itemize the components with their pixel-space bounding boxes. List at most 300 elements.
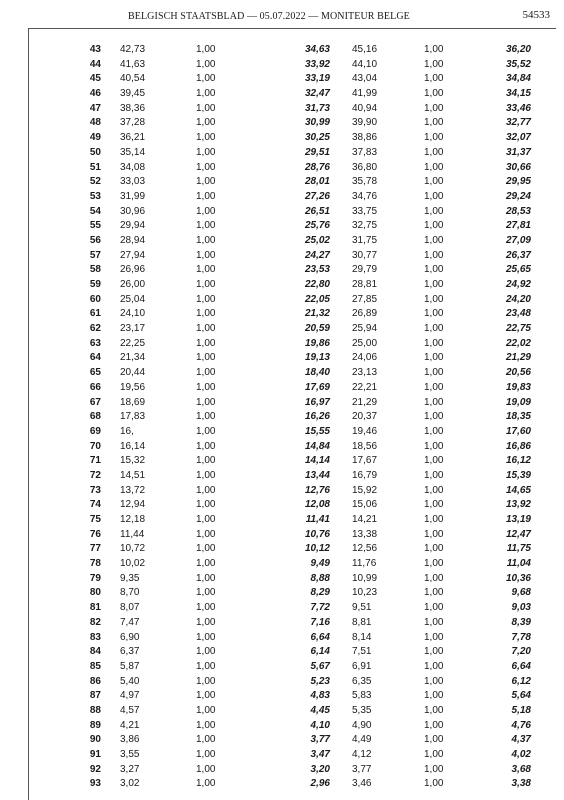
value-cell: 6,35 [352,675,372,687]
age-cell: 79 [89,572,101,584]
factor-cell: 1,00 [196,264,216,276]
data-table [0,43,564,792]
value-cell: 26,00 [120,279,146,290]
factor-cell: 1,00 [424,602,444,614]
result-cell: 33,46 [505,102,531,114]
result-cell: 8,29 [310,587,330,599]
age-cell: 45 [89,73,101,85]
result-cell: 10,12 [304,543,330,555]
age-cell: 85 [89,660,101,672]
age-cell: 50 [89,146,101,158]
result-cell: 24,27 [304,249,330,261]
age-cell: 55 [89,220,101,232]
factor-cell: 1,00 [196,249,216,261]
value-cell: 25,00 [352,337,378,349]
result-cell: 10,76 [304,528,330,540]
factor-cell: 1,00 [196,132,216,144]
value-cell: 42,73 [120,44,146,55]
factor-cell: 1,00 [196,514,216,525]
factor-cell: 1,00 [424,660,444,672]
factor-cell: 1,00 [196,146,216,158]
value-cell: 8,81 [352,616,372,628]
factor-cell: 1,00 [424,690,444,702]
result-cell: 23,48 [505,308,531,320]
age-cell: 52 [89,176,101,188]
result-cell: 16,26 [304,411,330,423]
age-cell: 88 [89,704,101,716]
factor-cell: 1,00 [196,396,216,408]
value-cell: 22,25 [120,337,146,349]
value-cell: 9,51 [352,602,372,614]
result-cell: 6,14 [310,646,330,658]
factor-cell: 1,00 [196,425,216,437]
value-cell: 4,49 [352,734,372,746]
age-cell: 44 [89,58,101,70]
table-row [0,425,564,440]
age-cell: 43 [89,44,101,55]
factor-cell: 1,00 [424,484,444,496]
value-cell: 25,04 [120,293,146,305]
value-cell: 3,46 [352,778,372,790]
value-cell: 30,77 [352,249,378,261]
factor-cell: 1,00 [424,763,444,775]
table-row [0,72,564,87]
table-row [0,601,564,616]
result-cell: 30,25 [304,132,330,144]
result-cell: 4,83 [310,690,330,702]
value-cell: 3,86 [120,734,140,746]
age-cell: 74 [89,499,101,511]
result-cell: 3,20 [310,763,330,775]
factor-cell: 1,00 [424,528,444,540]
result-cell: 3,38 [511,778,531,790]
value-cell: 8,14 [352,631,372,643]
age-cell: 82 [89,616,101,628]
value-cell: 5,40 [120,675,140,687]
factor-cell: 1,00 [424,249,444,261]
result-cell: 27,26 [304,190,330,202]
factor-cell: 1,00 [196,337,216,349]
table-row [0,704,564,719]
result-cell: 30,66 [505,161,531,173]
table-row [0,116,564,131]
table-row [0,484,564,499]
value-cell: 16,79 [352,469,378,481]
age-cell: 49 [89,132,101,144]
factor-cell: 1,00 [196,631,216,643]
age-cell: 46 [89,88,101,100]
age-cell: 87 [89,690,101,702]
value-cell: 10,72 [120,543,146,555]
factor-cell: 1,00 [424,102,444,114]
result-cell: 33,92 [304,58,330,70]
table-row [0,660,564,675]
value-cell: 41,99 [352,88,378,100]
age-cell: 84 [89,646,101,658]
value-cell: 15,32 [120,455,146,467]
result-cell: 32,77 [505,117,531,129]
factor-cell: 1,00 [196,778,216,790]
factor-cell: 1,00 [196,190,216,202]
table-row [0,337,564,352]
value-cell: 6,91 [352,660,372,672]
factor-cell: 1,00 [424,719,444,731]
age-cell: 66 [89,381,101,393]
result-cell: 24,92 [505,279,531,290]
result-cell: 2,96 [310,778,330,790]
value-cell: 21,34 [120,352,146,364]
age-cell: 48 [89,117,101,129]
result-cell: 14,84 [304,440,330,452]
factor-cell: 1,00 [424,44,444,55]
result-cell: 3,77 [310,734,330,746]
result-cell: 12,47 [505,528,531,540]
value-cell: 15,92 [352,484,378,496]
result-cell: 5,64 [511,690,531,702]
factor-cell: 1,00 [424,631,444,643]
table-row [0,763,564,778]
value-cell: 36,80 [352,161,378,173]
result-cell: 17,69 [304,381,330,393]
value-cell: 37,83 [352,146,378,158]
result-cell: 27,09 [505,234,531,246]
result-cell: 5,18 [511,704,531,716]
value-cell: 9,35 [120,572,140,584]
table-row [0,498,564,513]
factor-cell: 1,00 [424,455,444,467]
table-row [0,542,564,557]
age-cell: 86 [89,675,101,687]
result-cell: 30,99 [304,117,330,129]
result-cell: 7,78 [511,631,531,643]
table-row [0,249,564,264]
factor-cell: 1,00 [424,234,444,246]
value-cell: 36,21 [120,132,146,144]
value-cell: 7,47 [120,616,140,628]
result-cell: 19,86 [304,337,330,349]
factor-cell: 1,00 [424,323,444,335]
table-row [0,293,564,308]
factor-cell: 1,00 [424,616,444,628]
result-cell: 18,35 [505,411,531,423]
value-cell: 12,18 [120,514,146,525]
value-cell: 18,56 [352,440,378,452]
value-cell: 15,06 [352,499,378,511]
value-cell: 13,38 [352,528,378,540]
table-row [0,454,564,469]
value-cell: 29,94 [120,220,146,232]
age-cell: 64 [89,352,101,364]
factor-cell: 1,00 [424,58,444,70]
factor-cell: 1,00 [424,220,444,232]
result-cell: 19,83 [505,381,531,393]
result-cell: 28,53 [505,205,531,217]
age-cell: 70 [89,440,101,452]
result-cell: 23,53 [304,264,330,276]
factor-cell: 1,00 [196,58,216,70]
factor-cell: 1,00 [196,734,216,746]
value-cell: 5,83 [352,690,372,702]
result-cell: 10,36 [505,572,531,584]
table-row [0,351,564,366]
table-row [0,43,564,58]
factor-cell: 1,00 [424,381,444,393]
result-cell: 7,16 [310,616,330,628]
factor-cell: 1,00 [196,205,216,217]
factor-cell: 1,00 [196,646,216,658]
factor-cell: 1,00 [424,425,444,437]
factor-cell: 1,00 [196,73,216,85]
factor-cell: 1,00 [424,587,444,599]
value-cell: 28,81 [352,279,378,290]
table-row [0,205,564,220]
result-cell: 34,63 [304,44,330,55]
result-cell: 12,08 [304,499,330,511]
factor-cell: 1,00 [424,264,444,276]
value-cell: 5,87 [120,660,140,672]
age-cell: 59 [89,279,101,290]
age-cell: 81 [89,602,101,614]
result-cell: 9,03 [511,602,531,614]
factor-cell: 1,00 [424,190,444,202]
table-row [0,161,564,176]
factor-cell: 1,00 [196,572,216,584]
table-row [0,733,564,748]
factor-cell: 1,00 [196,102,216,114]
table-row [0,396,564,411]
value-cell: 10,23 [352,587,378,599]
factor-cell: 1,00 [424,749,444,760]
age-cell: 67 [89,396,101,408]
age-cell: 89 [89,719,101,731]
result-cell: 14,14 [304,455,330,467]
result-cell: 19,09 [505,396,531,408]
factor-cell: 1,00 [424,514,444,525]
value-cell: 14,51 [120,469,146,481]
result-cell: 13,92 [505,499,531,511]
factor-cell: 1,00 [424,337,444,349]
table-row [0,175,564,190]
factor-cell: 1,00 [196,469,216,481]
factor-cell: 1,00 [196,308,216,320]
age-cell: 76 [89,528,101,540]
age-cell: 91 [89,749,101,760]
age-cell: 65 [89,367,101,379]
result-cell: 31,37 [505,146,531,158]
value-cell: 26,89 [352,308,378,320]
factor-cell: 1,00 [424,88,444,100]
result-cell: 26,51 [304,205,330,217]
result-cell: 6,12 [511,675,531,687]
age-cell: 60 [89,293,101,305]
factor-cell: 1,00 [196,499,216,511]
result-cell: 24,20 [505,293,531,305]
result-cell: 33,19 [304,73,330,85]
value-cell: 33,75 [352,205,378,217]
header-rule [28,28,556,29]
table-row [0,278,564,293]
result-cell: 21,32 [304,308,330,320]
age-cell: 80 [89,587,101,599]
result-cell: 16,97 [304,396,330,408]
factor-cell: 1,00 [424,279,444,290]
value-cell: 31,99 [120,190,146,202]
value-cell: 16, [120,425,134,437]
value-cell: 3,27 [120,763,140,775]
table-row [0,263,564,278]
factor-cell: 1,00 [424,367,444,379]
table-row [0,645,564,660]
factor-cell: 1,00 [196,293,216,305]
table-row [0,234,564,249]
age-cell: 68 [89,411,101,423]
age-cell: 78 [89,558,101,570]
factor-cell: 1,00 [424,146,444,158]
age-cell: 47 [89,102,101,114]
value-cell: 11,76 [352,558,377,570]
value-cell: 6,37 [120,646,140,658]
factor-cell: 1,00 [424,778,444,790]
factor-cell: 1,00 [424,675,444,687]
result-cell: 22,05 [304,293,330,305]
result-cell: 22,02 [505,337,531,349]
factor-cell: 1,00 [196,558,216,570]
result-cell: 25,76 [304,220,330,232]
value-cell: 17,83 [120,411,146,423]
value-cell: 27,85 [352,293,378,305]
value-cell: 43,04 [352,73,378,85]
factor-cell: 1,00 [196,323,216,335]
result-cell: 29,24 [505,190,531,202]
factor-cell: 1,00 [424,499,444,511]
factor-cell: 1,00 [196,763,216,775]
result-cell: 35,52 [505,58,531,70]
factor-cell: 1,00 [424,308,444,320]
table-row [0,748,564,763]
result-cell: 4,45 [310,704,330,716]
result-cell: 8,39 [511,616,531,628]
factor-cell: 1,00 [424,73,444,85]
factor-cell: 1,00 [424,396,444,408]
table-row [0,513,564,528]
factor-cell: 1,00 [424,132,444,144]
value-cell: 4,90 [352,719,372,731]
factor-cell: 1,00 [196,455,216,467]
value-cell: 11,44 [120,528,145,540]
result-cell: 3,47 [310,749,330,760]
factor-cell: 1,00 [424,411,444,423]
factor-cell: 1,00 [424,352,444,364]
result-cell: 8,88 [310,572,330,584]
value-cell: 34,76 [352,190,378,202]
value-cell: 20,37 [352,411,378,423]
result-cell: 28,76 [304,161,330,173]
result-cell: 34,84 [505,73,531,85]
result-cell: 11,41 [305,514,330,525]
age-cell: 58 [89,264,101,276]
result-cell: 15,39 [505,469,531,481]
factor-cell: 1,00 [196,279,216,290]
table-row [0,219,564,234]
value-cell: 39,90 [352,117,378,129]
page-title: BELGISCH STAATSBLAD — 05.07.2022 — MONITEUR BELGE [128,11,410,22]
table-row [0,146,564,161]
age-cell: 56 [89,234,101,246]
value-cell: 12,56 [352,543,378,555]
result-cell: 25,65 [505,264,531,276]
result-cell: 4,10 [310,719,330,731]
value-cell: 19,56 [120,381,146,393]
value-cell: 23,13 [352,367,378,379]
value-cell: 6,90 [120,631,140,643]
age-cell: 53 [89,190,101,202]
value-cell: 13,72 [120,484,146,496]
value-cell: 7,51 [352,646,372,658]
value-cell: 4,21 [120,719,140,731]
value-cell: 18,69 [120,396,146,408]
value-cell: 17,67 [352,455,378,467]
result-cell: 4,37 [511,734,531,746]
result-cell: 31,73 [304,102,330,114]
age-cell: 63 [89,337,101,349]
factor-cell: 1,00 [424,205,444,217]
value-cell: 33,03 [120,176,146,188]
table-row [0,87,564,102]
result-cell: 27,81 [505,220,531,232]
factor-cell: 1,00 [424,440,444,452]
table-row [0,719,564,734]
page-number: 54533 [522,9,550,21]
table-row [0,58,564,73]
table-row [0,586,564,601]
age-cell: 73 [89,484,101,496]
factor-cell: 1,00 [196,704,216,716]
value-cell: 20,44 [120,367,146,379]
result-cell: 4,02 [511,749,531,760]
result-cell: 20,56 [505,367,531,379]
value-cell: 10,99 [352,572,378,584]
age-cell: 71 [89,455,101,467]
value-cell: 21,29 [352,396,378,408]
value-cell: 40,54 [120,73,146,85]
result-cell: 6,64 [310,631,330,643]
table-row [0,322,564,337]
result-cell: 32,07 [505,132,531,144]
value-cell: 34,08 [120,161,146,173]
value-cell: 26,96 [120,264,146,276]
value-cell: 16,14 [120,440,146,452]
value-cell: 14,21 [352,514,378,525]
value-cell: 4,12 [352,749,372,760]
factor-cell: 1,00 [196,220,216,232]
factor-cell: 1,00 [196,675,216,687]
result-cell: 22,75 [505,323,531,335]
result-cell: 29,51 [304,146,330,158]
result-cell: 16,12 [505,455,531,467]
age-cell: 90 [89,734,101,746]
result-cell: 7,72 [310,602,330,614]
value-cell: 39,45 [120,88,146,100]
factor-cell: 1,00 [424,572,444,584]
factor-cell: 1,00 [424,117,444,129]
value-cell: 38,86 [352,132,378,144]
age-cell: 69 [89,425,101,437]
value-cell: 23,17 [120,323,146,335]
factor-cell: 1,00 [424,558,444,570]
value-cell: 25,94 [352,323,378,335]
result-cell: 34,15 [505,88,531,100]
factor-cell: 1,00 [424,469,444,481]
